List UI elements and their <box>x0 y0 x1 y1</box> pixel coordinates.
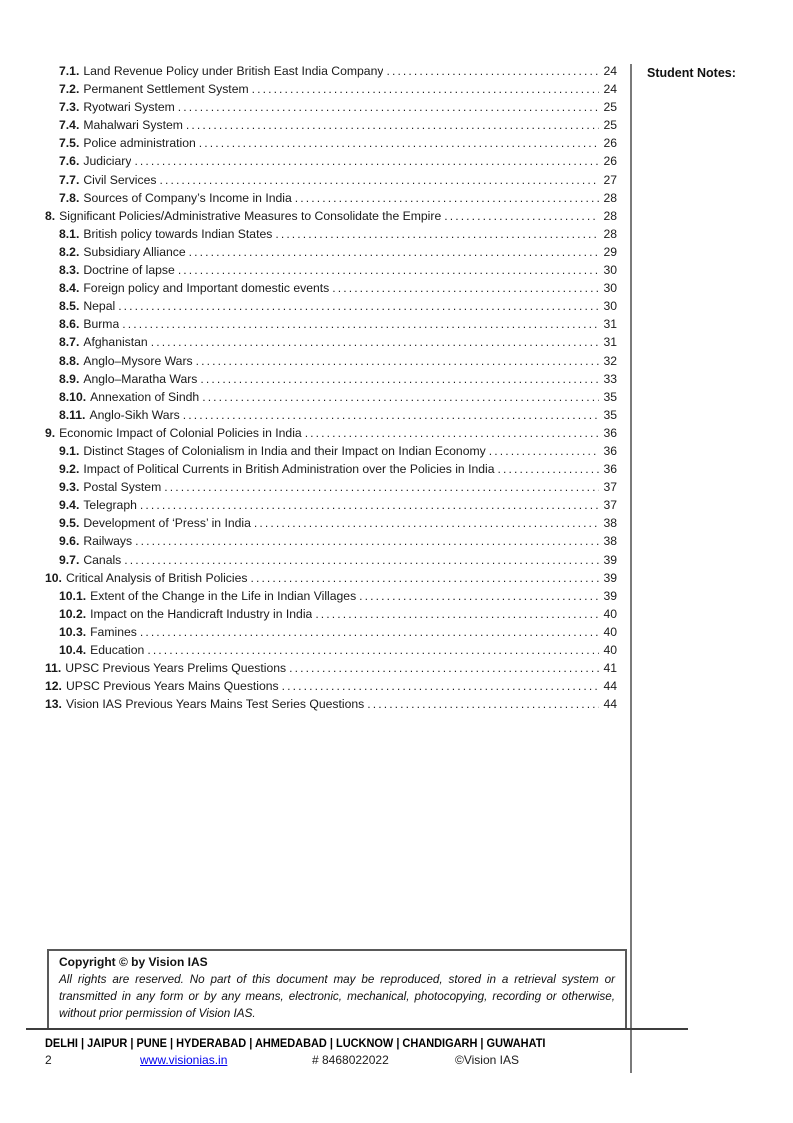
toc-entry-page: 31 <box>603 317 617 332</box>
toc-entry-title: Doctrine of lapse <box>83 263 175 278</box>
toc-entry-number: 8.9. <box>59 371 80 386</box>
toc-entry <box>45 152 617 170</box>
toc-entry-number: 9.7. <box>59 552 80 567</box>
toc-entry <box>45 641 617 659</box>
dot-leader <box>196 352 599 370</box>
dot-leader <box>275 225 599 243</box>
dot-leader <box>305 424 599 442</box>
footer-page-number: 2 <box>45 1053 52 1067</box>
toc-entry <box>45 587 617 605</box>
toc-entry-title: Extent of the Change in the Life in Indian Villages <box>90 588 357 603</box>
toc-entry-title: Police administration <box>83 136 196 151</box>
toc-entry-number: 8.8. <box>59 353 80 368</box>
dot-leader <box>122 315 599 333</box>
footer-copyright: ©Vision IAS <box>455 1053 519 1067</box>
toc-entry <box>45 207 617 225</box>
toc-entry-title: Subsidiary Alliance <box>83 244 186 259</box>
toc-entry-page: 25 <box>603 118 617 133</box>
toc-entry <box>45 478 617 496</box>
toc-entry-page: 38 <box>603 534 617 549</box>
toc-entry <box>45 297 617 315</box>
toc-entry-number: 8.10. <box>59 389 87 404</box>
toc-entry-page: 35 <box>603 389 617 404</box>
toc-entry-page: 24 <box>603 82 617 97</box>
toc-entry-title: Vision IAS Previous Years Mains Test Series Questions <box>65 697 365 712</box>
toc-entry-number: 9.1. <box>59 443 80 458</box>
dot-leader <box>178 98 599 116</box>
dot-leader <box>118 297 599 315</box>
toc-entry <box>45 98 617 116</box>
toc-entry-number: 10.1. <box>59 588 87 603</box>
dot-leader <box>140 623 599 641</box>
toc-entry <box>45 532 617 550</box>
toc-entry-page: 39 <box>603 588 617 603</box>
toc-entry <box>45 514 617 532</box>
dot-leader <box>444 207 599 225</box>
toc-entry-number: 11. <box>45 661 62 676</box>
toc-entry-page: 38 <box>603 516 617 531</box>
toc-entry-title: Civil Services <box>83 172 157 187</box>
toc-entry <box>45 171 617 189</box>
toc-entry-number: 7.8. <box>59 190 80 205</box>
toc-entry-number: 13. <box>45 697 62 712</box>
dot-leader <box>183 406 599 424</box>
toc-entry <box>45 460 617 478</box>
toc-entry-number: 10.4. <box>59 643 87 657</box>
toc-entry-title: Burma <box>83 317 120 332</box>
toc-entry <box>45 605 617 623</box>
toc-entry-number: 9.3. <box>59 480 80 495</box>
toc-entry-title: Railways <box>83 534 133 549</box>
dot-leader <box>289 659 599 677</box>
toc-entry-page: 30 <box>603 299 617 314</box>
dot-leader <box>489 442 599 460</box>
toc-entry-title: Significant Policies/Administrative Measures to Consolidate the Empire <box>59 208 442 223</box>
toc-entry <box>45 424 617 442</box>
toc-entry-title: Postal System <box>83 480 162 495</box>
copyright-body: All rights are reserved. No part of this document may be reproduced, stored in a retrieval system or transmitted in any form or by any means, electronic, mechanical, photocopying, recording or otherwise, without prior permission of Vision IAS. <box>59 973 615 1020</box>
toc-entry <box>45 80 617 98</box>
toc-entry <box>45 189 617 207</box>
toc-entry <box>45 695 617 713</box>
toc-entry <box>45 406 617 424</box>
toc-entry-page: 40 <box>603 606 617 621</box>
dot-leader <box>386 62 599 80</box>
dot-leader <box>250 569 599 587</box>
toc-entry-title: British policy towards Indian States <box>83 226 273 241</box>
toc-entry-title: Nepal <box>83 299 116 314</box>
toc-entry <box>45 569 617 587</box>
toc-entry-number: 9.4. <box>59 498 80 513</box>
toc-entry-page: 28 <box>603 208 617 223</box>
toc-entry-number: 9.2. <box>59 462 80 477</box>
dot-leader <box>124 551 599 569</box>
toc-entry-number: 10.2. <box>59 606 87 621</box>
toc-entry-title: Impact of Political Currents in British Administration over the Policies in India <box>83 462 495 477</box>
copyright-title: Copyright © by Vision IAS <box>59 955 208 969</box>
vertical-divider <box>630 64 632 1073</box>
toc-entry-title: Development of ‘Press’ in India <box>83 516 251 531</box>
toc-entry-number: 12. <box>45 679 62 694</box>
toc-entry-page: 41 <box>603 661 617 676</box>
toc-entry-title: Mahalwari System <box>83 118 183 133</box>
dot-leader <box>359 587 599 605</box>
toc-entry-page: 40 <box>603 624 617 639</box>
toc-entry-number: 7.5. <box>59 136 80 151</box>
toc-entry-number: 7.3. <box>59 100 80 115</box>
dot-leader <box>186 116 599 134</box>
toc-entry-page: 36 <box>603 443 617 458</box>
toc-entry-number: 8.6. <box>59 317 80 332</box>
toc-entry-number: 8. <box>45 208 56 223</box>
footer-info-row <box>0 1053 793 1069</box>
dot-leader <box>367 695 599 713</box>
dot-leader <box>332 279 599 297</box>
toc-entry-page: 33 <box>603 371 617 386</box>
dot-leader <box>178 261 599 279</box>
toc-entry-title: Impact on the Handicraft Industry in India <box>90 606 313 621</box>
toc-entry-number: 8.1. <box>59 226 80 241</box>
dot-leader <box>202 388 599 406</box>
toc-entry <box>45 677 617 695</box>
toc-entry-title: Economic Impact of Colonial Policies in India <box>59 425 302 440</box>
toc-entry-number: 8.11. <box>59 407 86 422</box>
toc-entry-page: 35 <box>603 407 617 422</box>
dot-leader <box>134 152 599 170</box>
copyright-box <box>47 949 627 1030</box>
toc-entry-page: 26 <box>603 154 617 169</box>
toc-entry-title: UPSC Previous Years Mains Questions <box>65 679 279 694</box>
toc-entry-title: Anglo–Maratha Wars <box>83 371 198 386</box>
toc-entry-number: 7.7. <box>59 172 80 187</box>
toc-entry <box>45 623 617 641</box>
footer-rule <box>26 1028 688 1030</box>
dot-leader <box>147 641 599 659</box>
dot-leader <box>252 80 599 98</box>
toc-entry-number: 8.2. <box>59 244 80 259</box>
dot-leader <box>199 134 599 152</box>
toc-entry-title: Anglo–Mysore Wars <box>83 353 193 368</box>
toc-entry-number: 7.1. <box>59 64 80 78</box>
toc-entry <box>45 134 617 152</box>
toc-entry-page: 37 <box>603 480 617 495</box>
toc-entry-page: 26 <box>603 136 617 151</box>
toc-entry-page: 44 <box>603 679 617 694</box>
toc-entry-number: 8.3. <box>59 263 80 278</box>
dot-leader <box>282 677 599 695</box>
toc-entry-title: Ryotwari System <box>83 100 175 115</box>
toc-entry <box>45 496 617 514</box>
toc-entry-title: Permanent Settlement System <box>83 82 249 97</box>
toc-entry-number: 7.4. <box>59 118 80 133</box>
dot-leader <box>140 496 599 514</box>
toc-entry-page: 36 <box>603 425 617 440</box>
toc-entry-page: 27 <box>603 172 617 187</box>
dot-leader <box>200 370 599 388</box>
toc-entry-number: 9. <box>45 425 56 440</box>
footer-phone: # 8468022022 <box>312 1053 389 1067</box>
toc-entry-title: Afghanistan <box>83 335 148 350</box>
toc-entry-title: Judiciary <box>83 154 132 169</box>
toc-entry-number: 8.5. <box>59 299 80 314</box>
toc-entry-page: 28 <box>603 190 617 205</box>
toc-entry-number: 7.6. <box>59 154 80 169</box>
toc-entry <box>45 352 617 370</box>
toc-entry <box>45 659 617 677</box>
toc-entry-title: Foreign policy and Important domestic events <box>83 281 330 296</box>
dot-leader <box>159 171 599 189</box>
dot-leader <box>315 605 599 623</box>
toc-entry-number: 10.3. <box>59 624 87 639</box>
dot-leader <box>164 478 599 496</box>
toc-entry-title: Education <box>90 643 145 657</box>
toc-entry <box>45 261 617 279</box>
toc-entry-title: UPSC Previous Years Prelims Questions <box>65 661 287 676</box>
toc-entry-number: 10. <box>45 570 62 585</box>
toc-entry-page: 30 <box>603 263 617 278</box>
toc-entry-page: 31 <box>603 335 617 350</box>
student-notes-label: Student Notes: <box>647 66 736 80</box>
toc-entry-number: 8.4. <box>59 281 80 296</box>
website-link[interactable]: www.visionias.in <box>140 1053 228 1067</box>
toc-entry-title: Canals <box>83 552 122 567</box>
toc-entry-title: Telegraph <box>83 498 137 513</box>
footer-cities: DELHI | JAIPUR | PUNE | HYDERABAD | AHMEDABAD | LUCKNOW | CHANDIGARH | GUWAHATI <box>45 1036 546 1050</box>
dot-leader <box>295 189 599 207</box>
toc-entry-page: 44 <box>603 697 617 712</box>
toc-entry-page: 28 <box>603 226 617 241</box>
toc-entry <box>45 388 617 406</box>
toc-entry-page: 24 <box>603 64 617 78</box>
toc-entry <box>45 442 617 460</box>
dot-leader <box>498 460 599 478</box>
dot-leader <box>189 243 599 261</box>
table-of-contents <box>45 62 617 713</box>
toc-entry-title: Land Revenue Policy under British East India Company <box>83 64 384 78</box>
dot-leader <box>135 532 599 550</box>
toc-entry-title: Famines <box>90 624 137 639</box>
toc-entry-page: 39 <box>603 552 617 567</box>
toc-entry-page: 30 <box>603 281 617 296</box>
toc-entry-page: 32 <box>603 353 617 368</box>
toc-entry <box>45 333 617 351</box>
toc-entry <box>45 315 617 333</box>
toc-entry-page: 39 <box>603 570 617 585</box>
toc-entry <box>45 225 617 243</box>
toc-entry-title: Critical Analysis of British Policies <box>65 570 248 585</box>
toc-entry <box>45 62 617 80</box>
dot-leader <box>254 514 599 532</box>
toc-entry <box>45 551 617 569</box>
toc-entry <box>45 370 617 388</box>
toc-entry-title: Distinct Stages of Colonialism in India and their Impact on Indian Economy <box>83 443 486 458</box>
toc-entry <box>45 116 617 134</box>
toc-entry-title: Anglo-Sikh Wars <box>89 407 180 422</box>
toc-entry-page: 36 <box>603 462 617 477</box>
toc-entry-page: 29 <box>603 244 617 259</box>
toc-entry-number: 9.6. <box>59 534 80 549</box>
toc-entry <box>45 243 617 261</box>
toc-entry-number: 7.2. <box>59 82 80 97</box>
toc-entry-page: 37 <box>603 498 617 513</box>
toc-entry <box>45 279 617 297</box>
toc-entry-number: 8.7. <box>59 335 80 350</box>
toc-entry-page: 25 <box>603 100 617 115</box>
toc-entry-page: 40 <box>603 643 617 657</box>
toc-entry-number: 9.5. <box>59 516 80 531</box>
dot-leader <box>151 333 599 351</box>
toc-entry-title: Sources of Company’s Income in India <box>83 190 292 205</box>
toc-entry-title: Annexation of Sindh <box>90 389 200 404</box>
